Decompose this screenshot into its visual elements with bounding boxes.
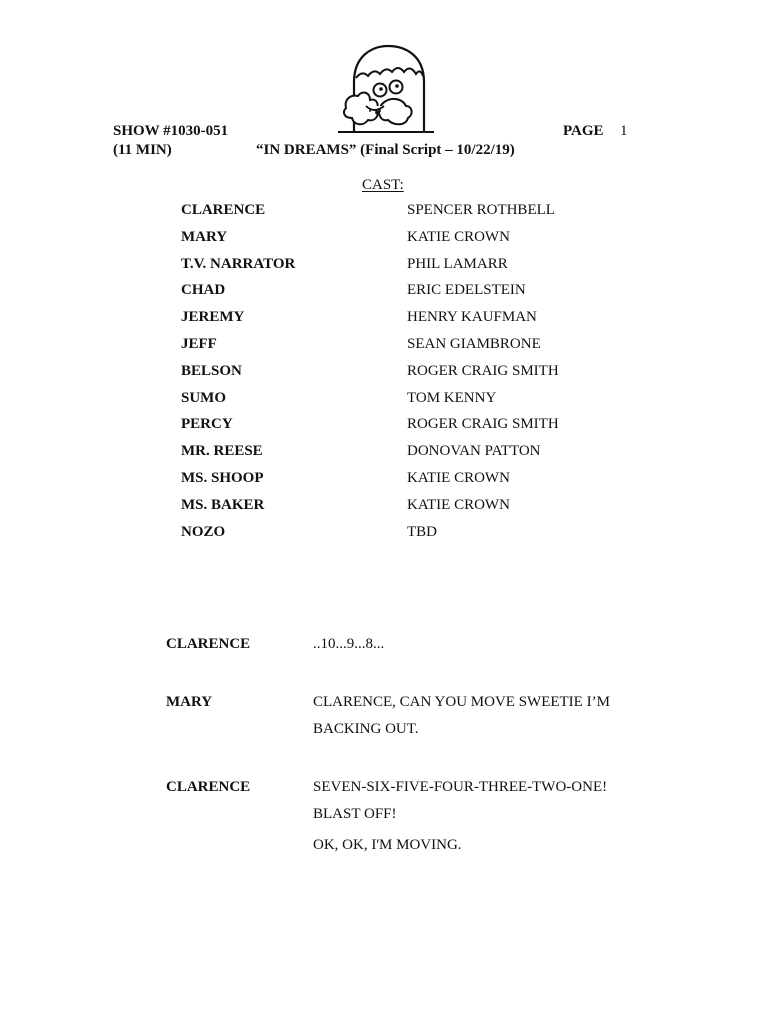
- cast-role: MR. REESE: [181, 443, 263, 460]
- cast-row: [181, 281, 601, 308]
- cast-actor: KATIE CROWN: [407, 228, 510, 245]
- cast-row: [181, 442, 601, 469]
- speaker-name: CLARENCE: [166, 636, 251, 652]
- cast-actor: KATIE CROWN: [407, 496, 510, 513]
- cast-row: [181, 255, 601, 282]
- cast-role: MS. BAKER: [181, 496, 265, 513]
- cast-role: CLARENCE: [181, 202, 266, 218]
- cast-actor: HENRY KAUFMAN: [407, 309, 537, 326]
- dialogue-line: BLAST OFF!: [313, 806, 397, 822]
- cast-role: T.V. NARRATOR: [181, 255, 296, 272]
- dialogue-line: BACKING OUT.: [313, 721, 419, 737]
- cast-heading: CAST:: [362, 177, 404, 193]
- cast-actor: ROGER CRAIG SMITH: [407, 416, 559, 433]
- cast-role: JEFF: [181, 335, 217, 352]
- speaker-name: MARY: [166, 694, 213, 710]
- cast-actor: DONOVAN PATTON: [407, 443, 541, 460]
- cast-row: [181, 308, 601, 335]
- dialogue-line: SEVEN-SIX-FIVE-FOUR-THREE-TWO-ONE!: [313, 779, 608, 795]
- speaker-name: CLARENCE: [166, 779, 251, 795]
- cast-actor: TBD: [407, 523, 437, 540]
- page-number: 1: [620, 123, 628, 139]
- show-number: SHOW #1030-051: [113, 123, 229, 139]
- cast-role: MS. SHOOP: [181, 469, 264, 486]
- cast-role: PERCY: [181, 416, 233, 433]
- cast-actor: SPENCER ROTHBELL: [407, 202, 555, 218]
- cast-row: [181, 415, 601, 442]
- dialogue-line: OK, OK, I'M MOVING.: [313, 837, 462, 853]
- cast-role: SUMO: [181, 389, 226, 406]
- cast-role: BELSON: [181, 362, 242, 379]
- cast-role: CHAD: [181, 282, 226, 299]
- cast-row: [181, 201, 601, 228]
- dialogue-line: CLARENCE, CAN YOU MOVE SWEETIE I’M: [313, 694, 610, 710]
- cast-row: [181, 335, 601, 362]
- cast-row: [181, 523, 601, 550]
- cast-row: [181, 469, 601, 496]
- cast-actor: KATIE CROWN: [407, 469, 510, 486]
- cartoon-character-head-icon: [336, 42, 436, 138]
- cast-role: JEREMY: [181, 309, 245, 326]
- cast-list: [181, 201, 601, 549]
- cast-actor: TOM KENNY: [407, 389, 497, 406]
- cast-row: [181, 228, 601, 255]
- cast-role: MARY: [181, 228, 228, 245]
- cast-actor: ROGER CRAIG SMITH: [407, 362, 559, 379]
- cast-actor: SEAN GIAMBRONE: [407, 335, 541, 352]
- cast-row: [181, 389, 601, 416]
- cast-role: NOZO: [181, 523, 226, 540]
- page-label: PAGE: [563, 123, 604, 139]
- cast-row: [181, 496, 601, 523]
- script-title: “IN DREAMS” (Final Script – 10/22/19): [256, 142, 515, 158]
- cast-actor: ERIC EDELSTEIN: [407, 282, 526, 299]
- cast-row: [181, 362, 601, 389]
- dialogue-line: ..10...9...8...: [313, 636, 385, 652]
- duration: (11 MIN): [113, 142, 172, 158]
- cast-actor: PHIL LAMARR: [407, 255, 508, 272]
